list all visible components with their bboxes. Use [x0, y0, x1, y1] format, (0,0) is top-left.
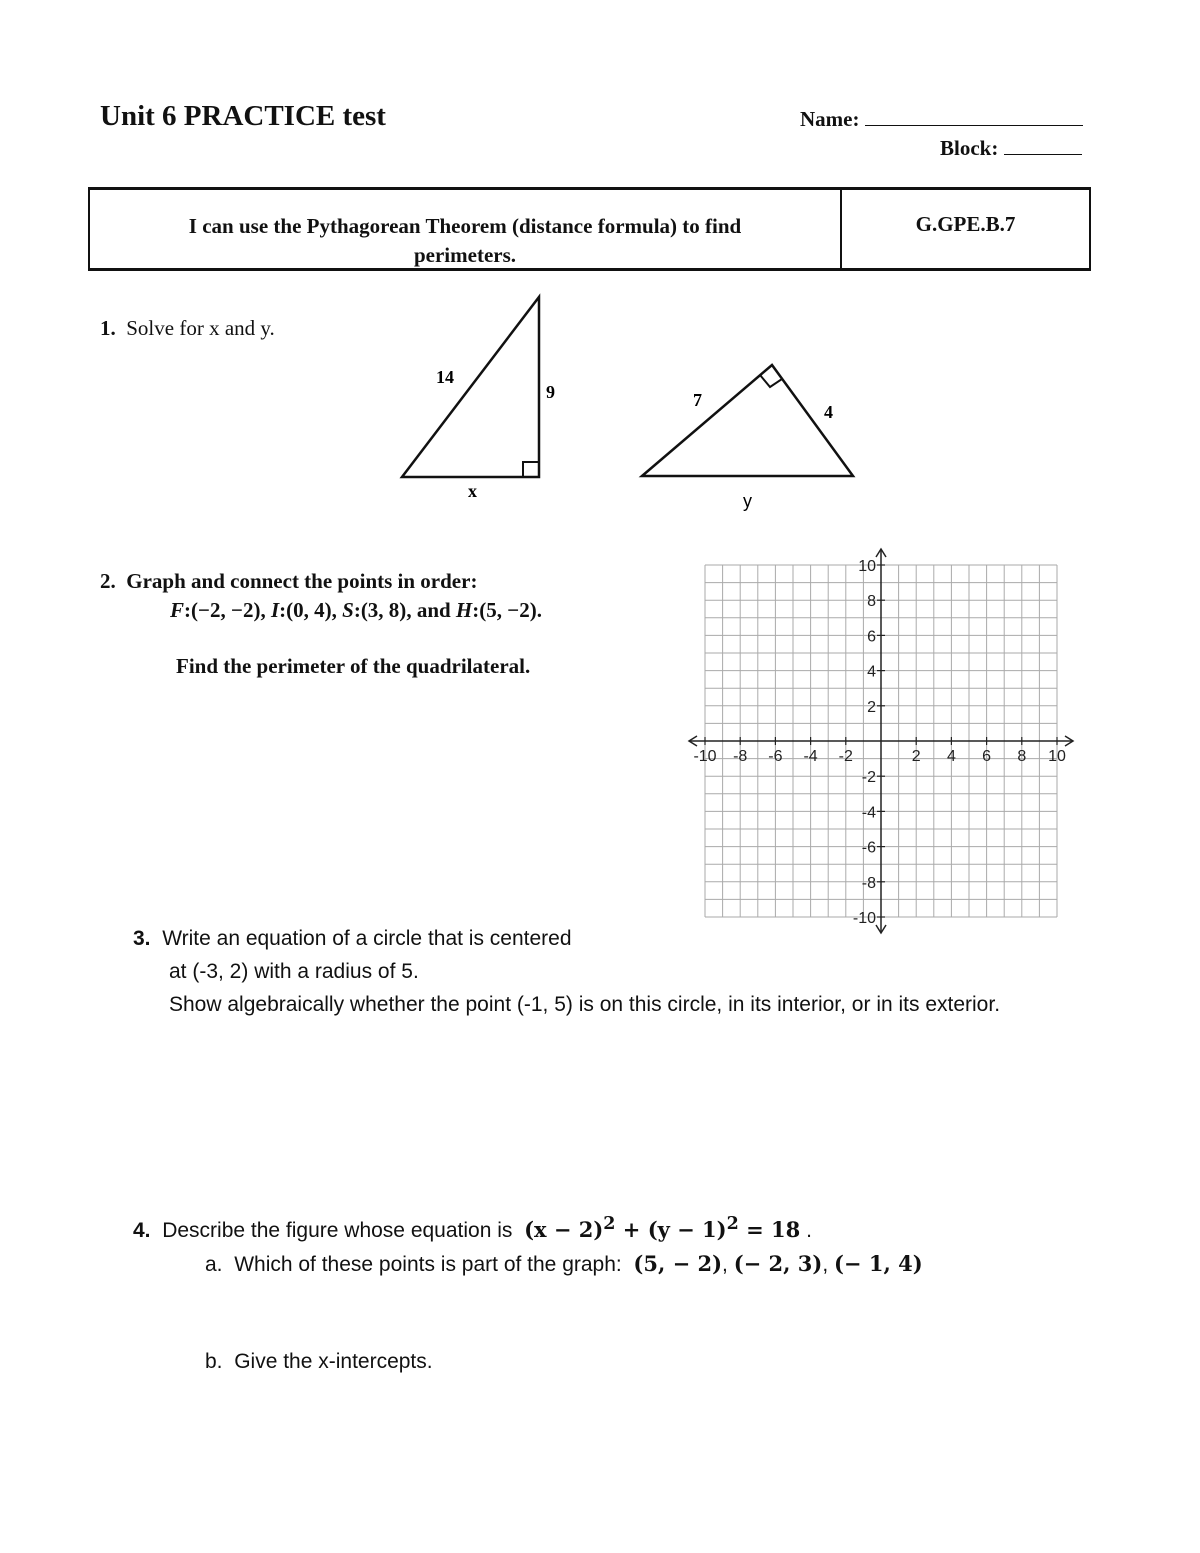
part-label: b.	[205, 1350, 223, 1373]
question-number: 4.	[133, 1219, 151, 1242]
question-line2: at (-3, 2) with a radius of 5.	[169, 960, 419, 983]
part-a: a. Which of these points is part of the graph: (5, − 2), (− 2, 3), (− 1, 4)	[205, 1251, 923, 1276]
point-coords: (3, 8)	[360, 598, 407, 622]
x-label: x	[468, 481, 477, 501]
question-4	[133, 1208, 923, 1378]
y-tick-label: 10	[858, 558, 876, 575]
point-name: I	[270, 598, 280, 622]
point-coords: (0, 4)	[286, 598, 332, 622]
candidate-point: (5, − 2)	[633, 1251, 723, 1276]
x-tick-label: -4	[803, 748, 818, 765]
question-3	[133, 922, 1000, 1021]
x-tick-label: 4	[946, 748, 956, 765]
question-line3: Show algebraically whether the point (-1, 5) is on this circle, in its interior, or in its exterior.	[169, 993, 1001, 1016]
equation-term-x: (x − 2)	[524, 1217, 604, 1242]
name-label: Name:	[800, 107, 860, 131]
y-label: y	[743, 491, 752, 511]
question-task: Find the perimeter of the quadrilateral.	[176, 654, 531, 678]
y-tick-label: -8	[861, 874, 876, 892]
question-prompt: Describe the figure whose equation is	[162, 1219, 513, 1242]
y-tick-label: -4	[861, 804, 876, 822]
page-title: Unit 6 PRACTICE test	[100, 100, 386, 132]
point-coords: (5, −2)	[479, 598, 537, 622]
x-tick-label: -6	[768, 748, 783, 765]
part-a-text: Which of these points is part of the graph:	[234, 1253, 622, 1276]
x-tick-label: 8	[1017, 748, 1027, 765]
leg-b-label: 4	[824, 402, 833, 422]
equation-rhs: = 18	[738, 1217, 801, 1242]
points-list: F:(−2, −2), I:(0, 4), S:(3, 8), and H:(5, −2).	[170, 598, 542, 622]
equation-term-y: (y − 1)	[647, 1217, 727, 1242]
part-b-text: Give the x-intercepts.	[234, 1350, 433, 1373]
equation-plus: +	[615, 1217, 648, 1242]
y-tick-label: -6	[861, 839, 876, 857]
equation-end: .	[800, 1219, 812, 1242]
triangles-figure	[0, 0, 1200, 540]
question-prompt: Solve for x and y.	[126, 316, 275, 340]
point-name: S	[342, 598, 354, 622]
question-number: 3.	[133, 927, 151, 950]
right-triangle-1	[402, 297, 539, 477]
right-angle-mark-2	[760, 375, 782, 387]
exponent: 2	[726, 1214, 739, 1234]
point-name: F	[170, 598, 185, 622]
y-tick-label: 8	[867, 593, 876, 611]
point-separator: ,	[331, 598, 343, 622]
exponent: 2	[603, 1214, 616, 1234]
block-label: Block:	[940, 136, 999, 160]
part-label: a.	[205, 1253, 223, 1276]
y-tick-label: -10	[852, 910, 876, 927]
leg-a-label: 7	[693, 390, 702, 410]
x-tick-label: 10	[1048, 748, 1066, 765]
hypotenuse-label: 14	[436, 367, 454, 387]
question-number: 2.	[100, 569, 116, 593]
coordinate-grid[interactable]	[680, 540, 1090, 945]
question-line1: Write an equation of a circle that is centered	[162, 927, 572, 950]
candidate-point: (− 2, 3)	[733, 1251, 823, 1276]
standard-code: G.GPE.B.7	[915, 212, 1016, 236]
y-tick-label: 6	[867, 628, 876, 646]
point-separator: .	[536, 598, 542, 622]
y-tick-label: 2	[867, 698, 876, 716]
right-angle-mark-1	[523, 462, 539, 477]
candidate-point: (− 1, 4)	[834, 1251, 923, 1276]
learning-target-line2: perimeters.	[413, 243, 517, 267]
y-tick-label: -2	[861, 769, 876, 787]
x-tick-label: 2	[911, 748, 921, 765]
question-2	[100, 567, 542, 681]
question-number: 1.	[100, 316, 116, 340]
x-tick-label: -8	[733, 748, 748, 765]
x-tick-label: -10	[693, 748, 717, 765]
point-separator: ,	[260, 598, 271, 622]
circle-equation	[524, 1214, 801, 1242]
leg-label: 9	[546, 382, 555, 402]
y-tick-label: 4	[867, 663, 876, 681]
point-name: H	[455, 598, 473, 622]
learning-target-line1: I can use the Pythagorean Theorem (distance formula) to find	[188, 214, 742, 238]
part-b	[133, 1345, 923, 1378]
x-tick-label: -2	[838, 748, 853, 765]
question-prompt: Graph and connect the points in order:	[126, 569, 478, 593]
x-tick-label: 6	[982, 748, 992, 765]
point-separator: , and	[406, 598, 456, 622]
right-triangle-2	[642, 365, 853, 476]
point-coords: (−2, −2)	[191, 598, 261, 622]
